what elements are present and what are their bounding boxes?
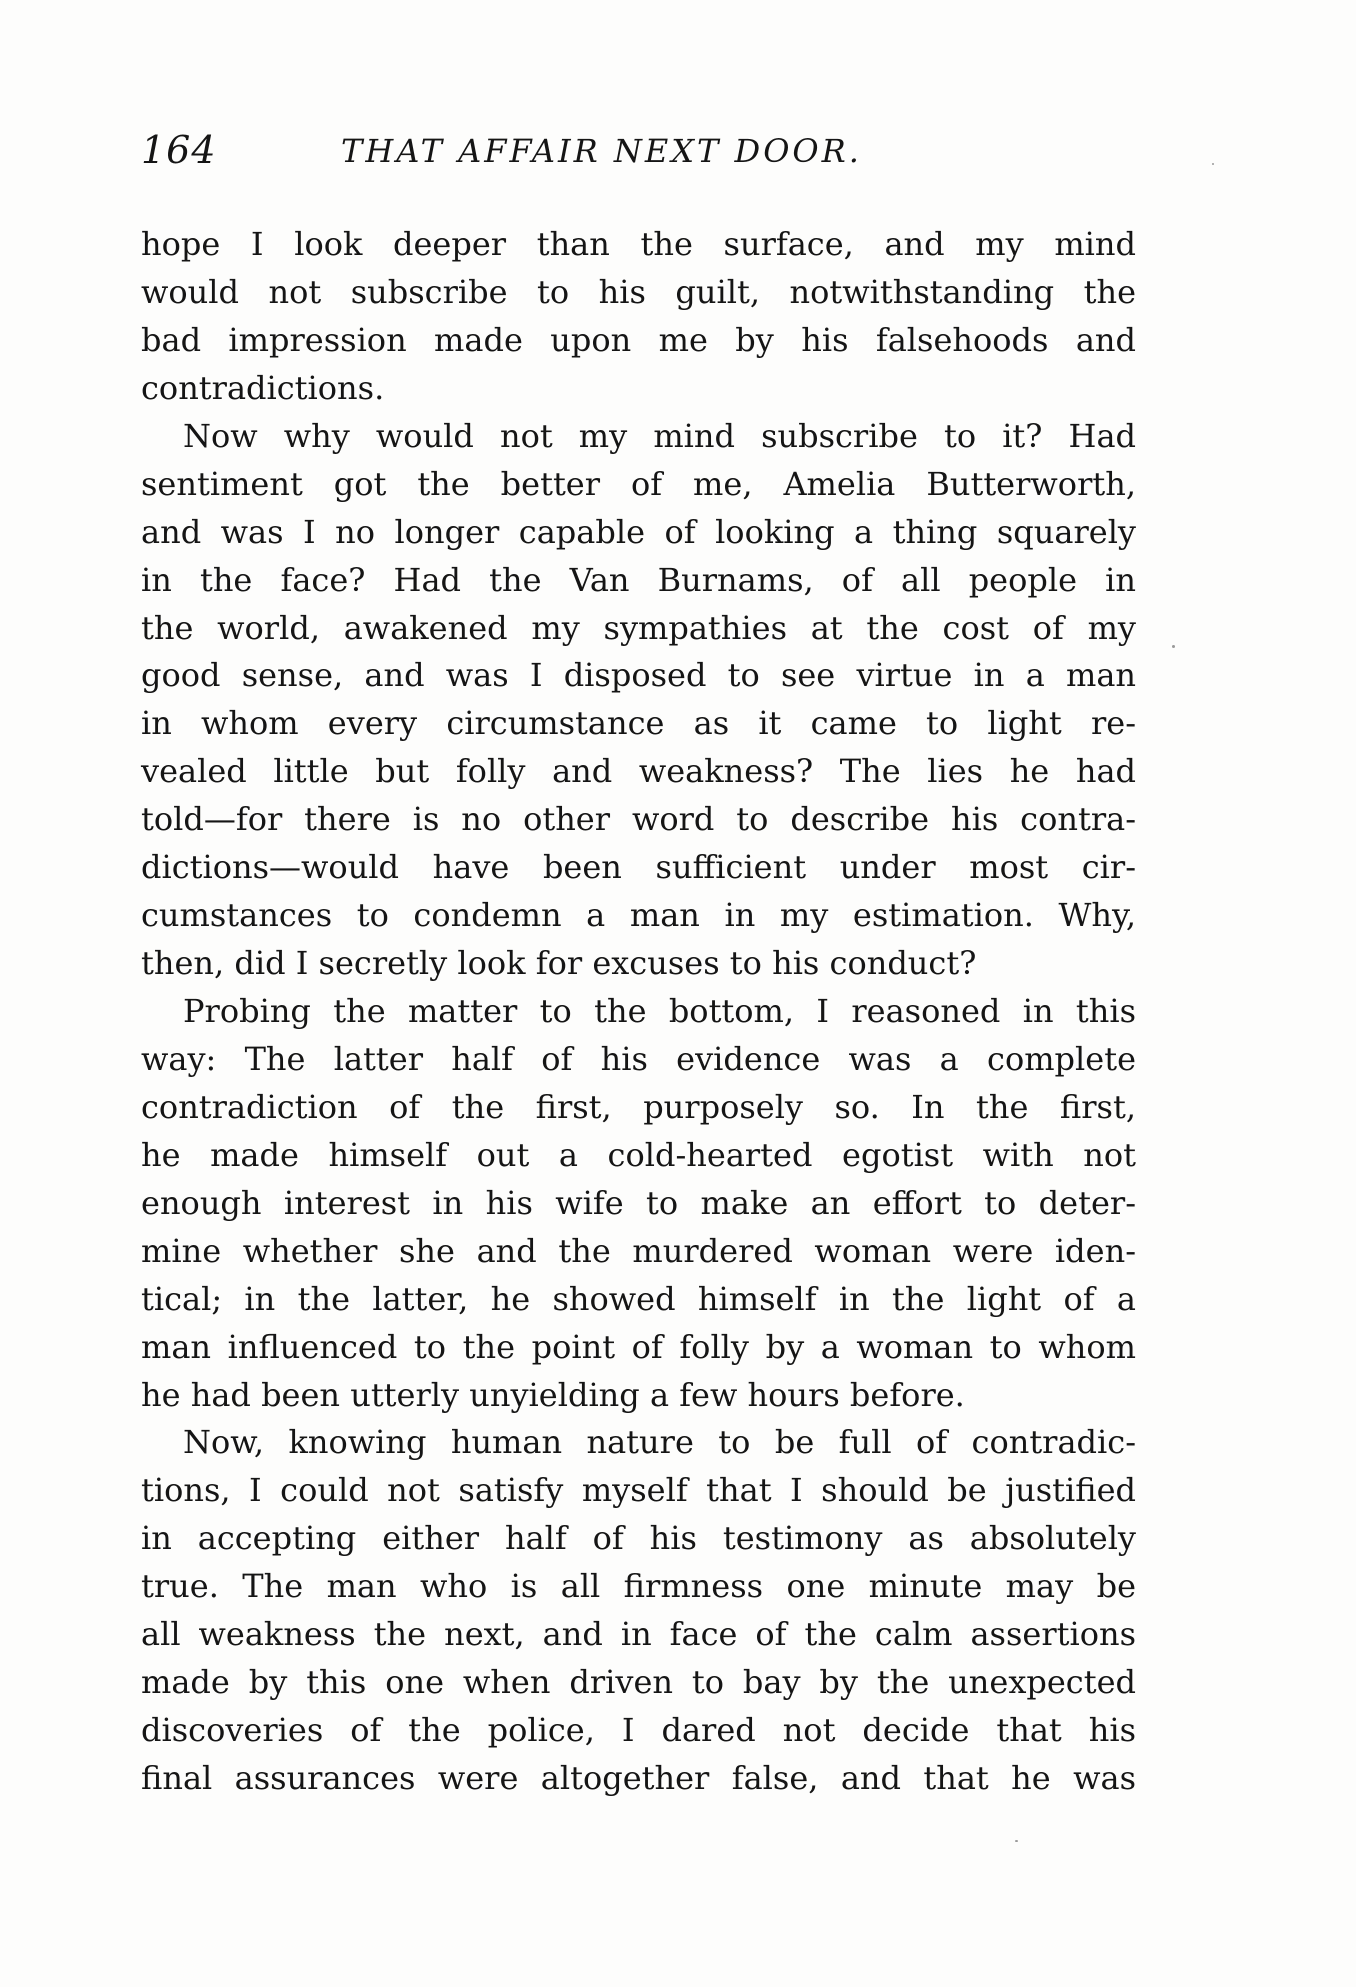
scan-speck (1015, 1840, 1018, 1842)
text-line: tical; in the latter, he showed himself in the light of a (141, 1279, 1136, 1318)
text-line: in accepting either half of his testimony as absolutely (141, 1519, 1136, 1558)
text-line: bad impression made upon me by his falsehoods and (141, 320, 1136, 359)
text-line: discoveries of the police, I dared not decide that his (141, 1711, 1136, 1750)
text-line: sentiment got the better of me, Amelia Butterworth, (141, 464, 1136, 503)
text-line: true. The man who is all firmness one minute may be (141, 1567, 1136, 1606)
text-line: enough interest in his wife to make an effort to deter- (141, 1183, 1136, 1222)
scan-speck (1212, 163, 1214, 165)
text-line: all weakness the next, and in face of the calm assertions (141, 1615, 1136, 1654)
text-line: he made himself out a cold-hearted egotist with not (141, 1135, 1136, 1174)
text-line: and was I no longer capable of looking a thing squarely (141, 512, 1136, 551)
text-line: vealed little but folly and weakness? The lies he had (141, 752, 1136, 791)
text-line: in the face? Had the Van Burnams, of all people in (141, 560, 1136, 599)
text-line: contradiction of the first, purposely so. In the first, (141, 1087, 1136, 1126)
body-text (141, 221, 1136, 1803)
text-line: good sense, and was I disposed to see virtue in a man (141, 656, 1136, 695)
page-header (141, 128, 1141, 188)
text-line: final assurances were altogether false, and that he was (141, 1759, 1136, 1797)
text-line: cumstances to condemn a man in my estimation. Why, (141, 896, 1136, 935)
paragraph-start-line: Now why would not my mind subscribe to it? Had (183, 416, 1136, 455)
text-line: the world, awakened my sympathies at the cost of my (141, 608, 1136, 647)
text-line: mine whether she and the murdered woman were iden- (141, 1231, 1136, 1270)
text-line: he had been utterly unyielding a few hours before. (141, 1375, 965, 1414)
text-line: dictions—would have been sufficient under most cir- (141, 848, 1136, 887)
text-line: made by this one when driven to bay by the unexpected (141, 1663, 1136, 1702)
text-line: tions, I could not satisfy myself that I should be justified (141, 1471, 1136, 1510)
text-line: would not subscribe to his guilt, notwithstanding the (141, 272, 1136, 311)
page-number: 164 (141, 128, 217, 172)
paragraph-start-line: Now, knowing human nature to be full of contradic- (183, 1423, 1136, 1462)
text-line: in whom every circumstance as it came to light re- (141, 704, 1136, 743)
paragraph-start-line: Probing the matter to the bottom, I reasoned in this (183, 992, 1136, 1030)
text-line: then, did I secretly look for excuses to his conduct? (141, 944, 977, 983)
text-line: told—for there is no other word to describe his contra- (141, 800, 1136, 839)
running-title: THAT AFFAIR NEXT DOOR. (341, 132, 862, 170)
text-line: hope I look deeper than the surface, and my mind (141, 225, 1136, 263)
scan-speck (1172, 645, 1175, 648)
text-line: way: The latter half of his evidence was a complete (141, 1039, 1136, 1078)
text-line: man influenced to the point of folly by a woman to whom (141, 1327, 1136, 1366)
text-line: contradictions. (141, 368, 385, 407)
